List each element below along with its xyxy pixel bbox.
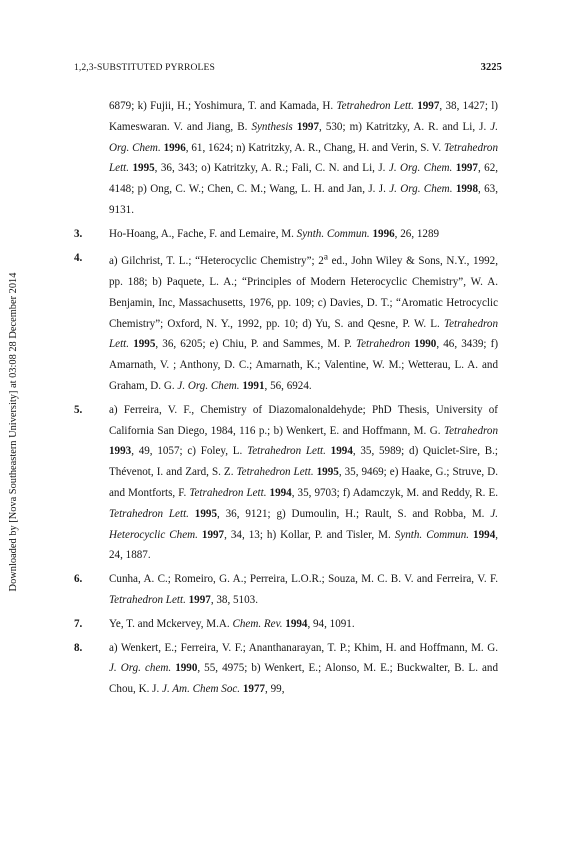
- publication-year: 1997: [455, 162, 478, 175]
- publication-year: 1998: [455, 183, 479, 196]
- reference-number: 3.: [74, 227, 83, 240]
- reference-text: [109, 252, 499, 393]
- journal-name: J. Org. Chem.: [388, 162, 453, 175]
- journal-name: J. Org. Chem.: [177, 380, 240, 393]
- journal-name: Tetrahedron Lett.: [109, 141, 498, 175]
- reference-item: [74, 96, 498, 221]
- reference-text: [109, 100, 498, 216]
- citation-text: , 46, 3439; f) Amarnath, V. ; Anthony, D. C.; Amarnath, K.; Valentine, W. M.; Wetterau, L. A. and Graham, D. G.: [109, 338, 499, 393]
- reference-item: [74, 569, 498, 611]
- journal-name: Tetrahedron Lett.: [109, 317, 498, 351]
- publication-year: 1994: [473, 528, 496, 541]
- journal-name: Chem. Rev.: [232, 617, 283, 630]
- publication-year: 1997: [296, 120, 319, 133]
- reference-item: [74, 224, 498, 245]
- journal-name: Synthesis: [251, 120, 293, 133]
- citation-text: , 36, 9121; g) Dumoulin, H.; Rault, S. and Robba, M.: [216, 507, 491, 520]
- journal-name: Tetrahedron: [443, 424, 498, 437]
- journal-name: Tetrahedron Lett.: [247, 445, 326, 458]
- journal-name: J. Org. chem.: [109, 662, 172, 675]
- citation-text: , 35, 9703; f) Adamczyk, M. and Reddy, R. E.: [291, 487, 499, 500]
- publication-year: 1994: [269, 487, 292, 500]
- superscript: a: [323, 252, 328, 263]
- reference-text: [109, 404, 498, 562]
- publication-year: 1991: [242, 380, 265, 393]
- citation-text: Cunha, A. C.; Romeiro, G. A.; Perreira, L.O.R.; Souza, M. C. B. V. and Ferreira, V. F.: [109, 573, 498, 586]
- publication-year: 1995: [133, 338, 156, 351]
- citation-text: , 56, 6924.: [264, 380, 312, 393]
- reference-number: 7.: [74, 617, 83, 630]
- page-number: 3225: [480, 62, 502, 73]
- citation-text: , 24, 1887.: [109, 528, 499, 562]
- publication-year: 1996: [163, 141, 186, 154]
- reference-text: [109, 573, 498, 606]
- publication-year: 1994: [330, 445, 353, 458]
- publication-year: 1977: [242, 683, 266, 696]
- reference-item: [74, 248, 498, 397]
- citation-text: , 99,: [265, 683, 285, 696]
- publication-year: 1993: [109, 445, 132, 458]
- reference-item: [74, 400, 498, 566]
- publication-year: 1994: [285, 617, 308, 630]
- reference-item: [74, 638, 498, 700]
- reference-text: [109, 228, 439, 240]
- reference-number: 8.: [74, 641, 83, 654]
- citation-text: , 36, 343; o) Katritzky, A. R.; Fali, C. N. and Li, J.: [154, 162, 389, 175]
- reference-number: 5.: [74, 403, 83, 416]
- publication-year: 1995: [194, 507, 217, 520]
- citation-text: , 35, 9469; e) Haake, G.; Struve, D. and Montforts, F.: [109, 466, 498, 500]
- citation-text: , 49, 1057; c) Foley, L.: [131, 445, 248, 458]
- publication-year: 1995: [132, 162, 155, 175]
- publication-year: 1997: [188, 594, 211, 607]
- journal-name: J. Org. Chem.: [389, 183, 453, 196]
- citation-text: , 530; m) Katritzky, A. R. and Li, J.: [319, 120, 491, 133]
- citation-text: , 62, 4148; p) Ong, C. W.; Chen, C. M.; Wang, L. H. and Jan, J. J.: [109, 162, 499, 196]
- publication-year: 1990: [414, 338, 437, 351]
- citation-text: , 63, 9131.: [109, 183, 499, 216]
- citation-text: ed., John Wiley & Sons, N.Y., 1992, pp. 188; b) Paquete, L. A.; “Principles of Modern Heterocyclic Chemistry”, W. A. Benjamin, Inc, Massachusetts, 1976, pp. 109; c) Davies, D. T.; “Aromatic Hetrocyclic Chemistry”; Oxford, N. Y., 1992, pp. 10; d) Yu, S. and Qesne, P. W. L.: [109, 255, 498, 330]
- journal-name: Tetrahedron: [355, 338, 411, 351]
- journal-name: J. Am. Chem Soc.: [162, 683, 241, 696]
- citation-text: a) Wenkert, E.; Ferreira, V. F.; Ananthanarayan, T. P.; Khim, H. and Hoffmann, M. G.: [109, 641, 498, 654]
- citation-text: , 55, 4975; b) Wenkert, E.; Alonso, M. E.; Buckwalter, B. L. and Chou, K. J.: [109, 662, 499, 696]
- citation-text: , 61, 1624; n) Katritzky, A. R., Chang, H. and Verin, S. V.: [185, 141, 444, 154]
- citation-text: , 94, 1091.: [307, 617, 355, 630]
- citation-text: , 26, 1289: [394, 227, 440, 240]
- journal-name: J. Heterocyclic Chem.: [109, 507, 499, 541]
- journal-name: Synth. Commun.: [394, 528, 470, 541]
- citation-text: a) Ferreira, V. F., Chemistry of Diazomalonaldehyde; PhD Thesis, University of California San Diego, 1984, 116 p.; b) Wenkert, E. and Hoffmann, M. G.: [109, 403, 498, 437]
- journal-name: Tetrahedron Lett.: [189, 487, 267, 500]
- reference-list: [74, 96, 498, 700]
- publication-year: 1995: [316, 466, 339, 479]
- reference-text: [109, 642, 498, 696]
- reference-text: [109, 618, 355, 630]
- reference-item: [74, 614, 498, 635]
- publication-year: 1997: [417, 100, 440, 112]
- citation-text: 6879; k) Fujii, H.; Yoshimura, T. and Kamada, H.: [109, 100, 337, 112]
- citation-text: Ye, T. and Mckervey, M.A.: [109, 617, 233, 630]
- citation-text: , 38, 1427; l) Kameswaran. V. and Jiang, B.: [109, 100, 499, 133]
- journal-name: J. Org. Chem.: [109, 120, 498, 154]
- citation-text: Ho-Hoang, A., Fache, F. and Lemaire, M.: [109, 227, 297, 240]
- journal-name: Tetrahedron Lett.: [336, 100, 414, 112]
- citation-text: , 34, 13; h) Kollar, P. and Tisler, M.: [224, 528, 395, 541]
- citation-text: a) Gilchrist, T. L.; “Heterocyclic Chemistry”; 2: [109, 255, 324, 268]
- running-head-title: 1,2,3-SUBSTITUTED PYRROLES: [74, 62, 215, 73]
- reference-number: 6.: [74, 573, 83, 586]
- journal-name: Tetrahedron Lett.: [236, 466, 314, 479]
- citation-text: , 36, 6205; e) Chiu, P. and Sammes, M. P.: [155, 338, 356, 351]
- publication-year: 1997: [201, 528, 225, 541]
- publication-year: 1996: [372, 227, 395, 240]
- download-watermark: Downloaded by [Nova Southeastern University] at 03:08 28 December 2014: [8, 272, 19, 592]
- journal-name: Tetrahedron Lett.: [109, 594, 186, 607]
- journal-name: Synth. Commun.: [296, 227, 370, 240]
- journal-name: Tetrahedron Lett.: [109, 507, 189, 520]
- citation-text: , 38, 5103.: [210, 594, 258, 607]
- reference-number: 4.: [74, 251, 83, 264]
- citation-text: , 35, 5989; d) Quiclet-Sire, B.; Thévenot, I. and Zard, S. Z.: [109, 445, 499, 479]
- publication-year: 1990: [175, 662, 198, 675]
